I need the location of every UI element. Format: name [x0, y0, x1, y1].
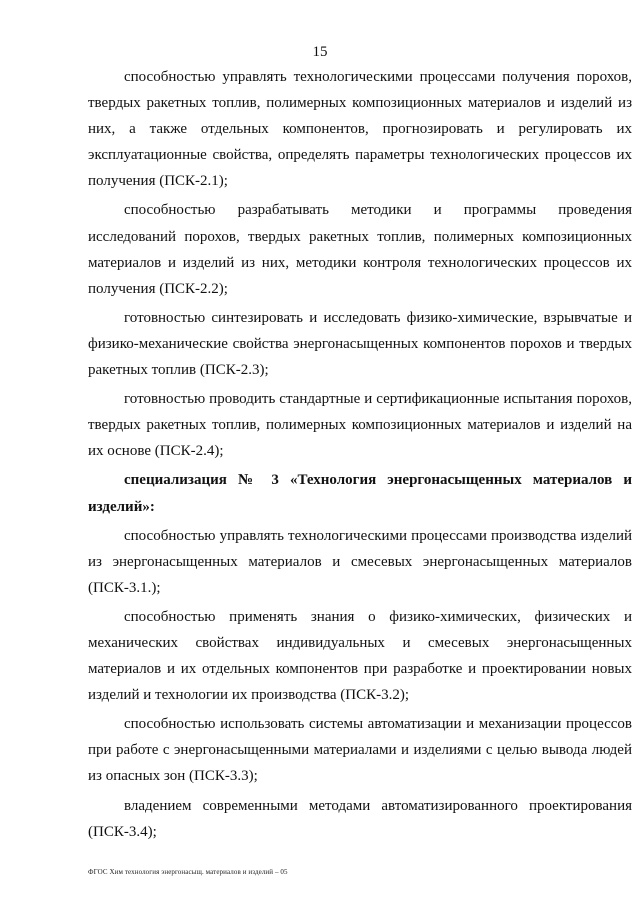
paragraph-psk-3-4: владением современными методами автоматизированного проектирования (ПСК-3.4); — [88, 797, 632, 840]
specialization-heading: специализация № 3 «Технология энергонасыщенных материалов и изделий»: — [88, 472, 632, 515]
paragraph-psk-3-3: способностью использовать системы автоматизации и механизации процессов при работе с энергонасыщенными материалами и изделиями с целью вывода людей из опасных зон (ПСК-3.3); — [88, 716, 632, 785]
page-number: 15 — [312, 44, 328, 60]
document-body — [88, 64, 632, 848]
paragraph-psk-3-2: способностью применять знания о физико-химических, физических и механических свойствах индивидуальных и смесевых энергонасыщенных материалов и их отдельных компонентов при разработке и проектировании новых изделий и технологии их производства (ПСК-3.2); — [88, 608, 632, 704]
paragraph-psk-3-1: способностью управлять технологическими процессами производства изделий из энергонасыщенных материалов и смесевых энергонасыщенных материалов (ПСК-3.1.); — [88, 527, 632, 596]
paragraph-psk-2-2: способностью разрабатывать методики и программы проведения исследований порохов, твердых ракетных топлив, полимерных композиционных материалов и изделий из них, методики контроля технологических процессов их получения (ПСК-2.2); — [88, 202, 632, 297]
paragraph-psk-2-4: готовностью проводить стандартные и сертификационные испытания порохов, твердых ракетных топлив, полимерных композиционных материалов и изделий на их основе (ПСК-2.4); — [88, 391, 632, 460]
paragraph-psk-2-1: способностью управлять технологическими процессами получения порохов, твердых ракетных топлив, полимерных композиционных материалов и изделий из них, а также отдельных компонентов, прогнозировать и регулировать их эксплуатационные свойства, определять параметры технологических процессов их получения (ПСК-2.1); — [88, 69, 632, 190]
page-footer: ФГОС Хим технология энергонасыщ. материалов и изделий – 05 — [88, 868, 288, 876]
paragraph-psk-2-3: готовностью синтезировать и исследовать физико-химические, взрывчатые и физико-механические свойства энергонасыщенных компонентов порохов и твердых ракетных топлив (ПСК-2.3); — [88, 309, 632, 379]
